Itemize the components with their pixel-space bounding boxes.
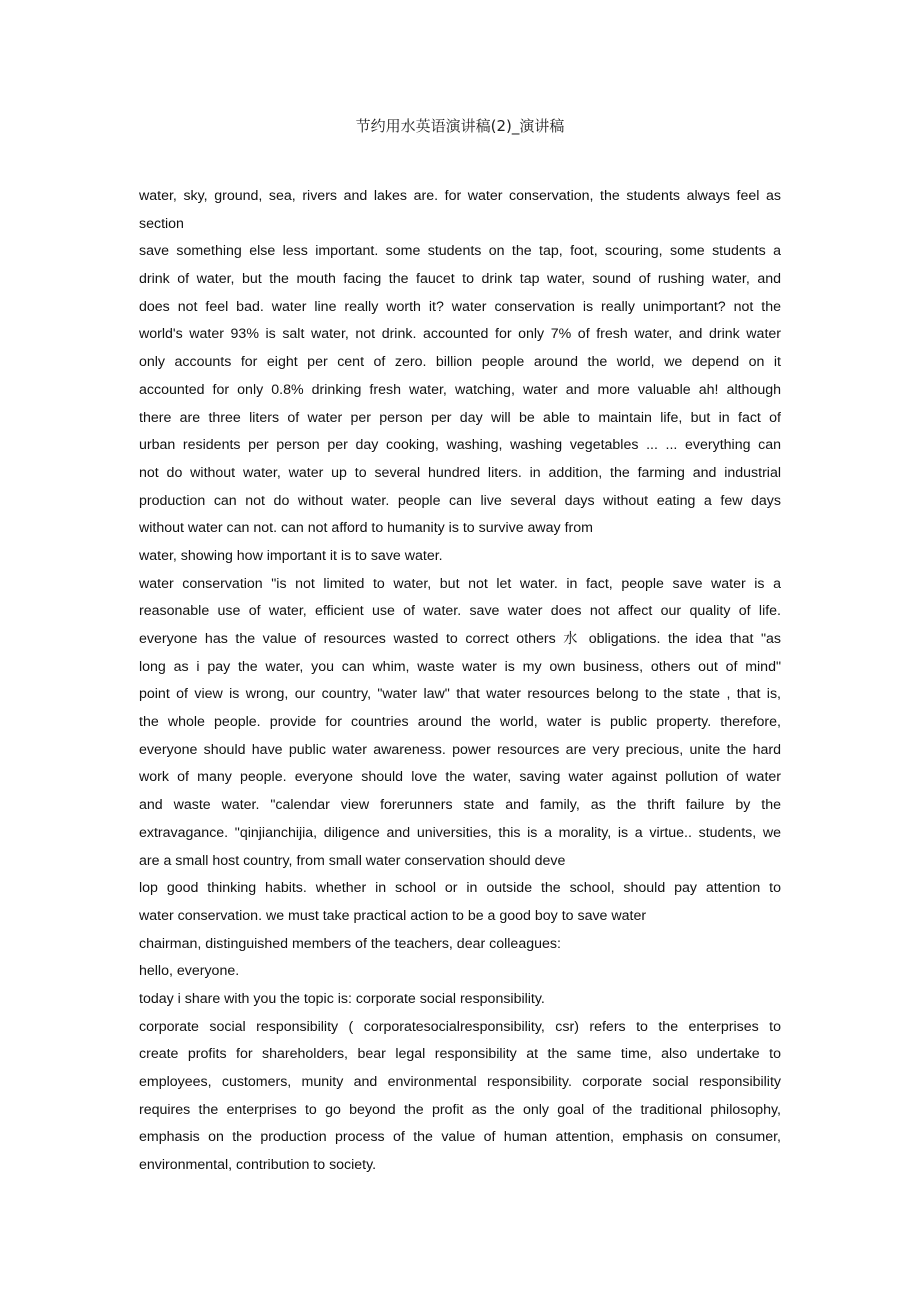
text-line: chairman, distinguished members of the teachers, dear colleagues: — [139, 935, 561, 952]
text-line: reasonable use of water, efficient use of water. save water does not affect our quality of life. — [139, 603, 781, 620]
text-line: not do without water, water up to several hundred liters. in addition, the farming and industrial — [139, 464, 781, 481]
text-line: water conservation. we must take practical action to be a good boy to save water — [139, 907, 647, 924]
text-line: drink of water, but the mouth facing the faucet to drink tap water, sound of rushing water, and — [139, 271, 781, 288]
text-line: production can not do without water. people can live several days without eating a few days — [139, 492, 781, 509]
text-line: water, sky, ground, sea, rivers and lakes are. for water conservation, the students always feel as — [139, 188, 781, 204]
text-line: requires the enterprises to go beyond the profit as the only goal of the traditional philosophy, — [139, 1101, 781, 1118]
text-line: point of view is wrong, our country, "water law" that water resources belong to the state , that is, — [139, 686, 781, 703]
text-line: everyone should have public water awareness. power resources are very precious, unite the hard — [139, 741, 781, 758]
text-line: corporate social responsibility ( corporatesocialresponsibility, csr) refers to the enterprises to — [139, 1018, 781, 1035]
text-line: work of many people. everyone should love the water, saving water against pollution of water — [139, 769, 781, 786]
text-line: there are three liters of water per person per day will be able to maintain life, but in fact of — [139, 409, 781, 426]
text-line: lop good thinking habits. whether in school or in outside the school, should pay attention to — [139, 880, 781, 897]
text-line: the whole people. provide for countries around the world, water is public property. therefore, — [139, 714, 781, 731]
text-line: everyone has the value of resources wasted to correct others 水 obligations. the idea that "as — [139, 631, 781, 647]
text-line: only accounts for eight per cent of zero. billion people around the world, we depend on it — [139, 354, 781, 371]
text-line: are a small host country, from small water conservation should deve — [139, 852, 566, 869]
text-line: without water can not. can not afford to humanity is to survive away from — [139, 520, 593, 537]
text-line: water conservation "is not limited to water, but not let water. in fact, people save water is a — [139, 575, 781, 592]
text-line: long as i pay the water, you can whim, waste water is my own business, others out of mind" — [139, 658, 781, 675]
text-line: and waste water. "calendar view forerunners state and family, as the thrift failure by the — [139, 797, 781, 814]
text-line: accounted for only 0.8% drinking fresh water, watching, water and more valuable ah! although — [139, 381, 781, 398]
document-body — [139, 183, 781, 1180]
text-line: water, showing how important it is to save water. — [139, 547, 443, 564]
text-line: hello, everyone. — [139, 963, 240, 980]
text-line: urban residents per person per day cooking, washing, washing vegetables ... ... everything can — [139, 437, 781, 454]
text-line: does not feel bad. water line really worth it? water conservation is really unimportant? not the — [139, 298, 781, 315]
document-title: 节约用水英语演讲稿(2)_演讲稿 — [355, 117, 565, 135]
text-line: environmental, contribution to society. — [139, 1157, 377, 1174]
text-line: employees, customers, munity and environmental responsibility. corporate social responsibility — [139, 1074, 781, 1090]
text-line: world's water 93% is salt water, not drink. accounted for only 7% of fresh water, and drink water — [139, 326, 781, 343]
text-line: create profits for shareholders, bear legal responsibility at the same time, also undertake to — [139, 1046, 781, 1063]
text-line: section — [139, 215, 184, 232]
text-line: emphasis on the production process of the value of human attention, emphasis on consumer, — [139, 1129, 781, 1146]
text-line: extravagance. "qinjianchijia, diligence and universities, this is a morality, is a virtue.. students, we — [139, 824, 781, 841]
text-line: save something else less important. some students on the tap, foot, scouring, some students a — [139, 243, 781, 260]
text-line: today i share with you the topic is: corporate social responsibility. — [139, 990, 545, 1007]
